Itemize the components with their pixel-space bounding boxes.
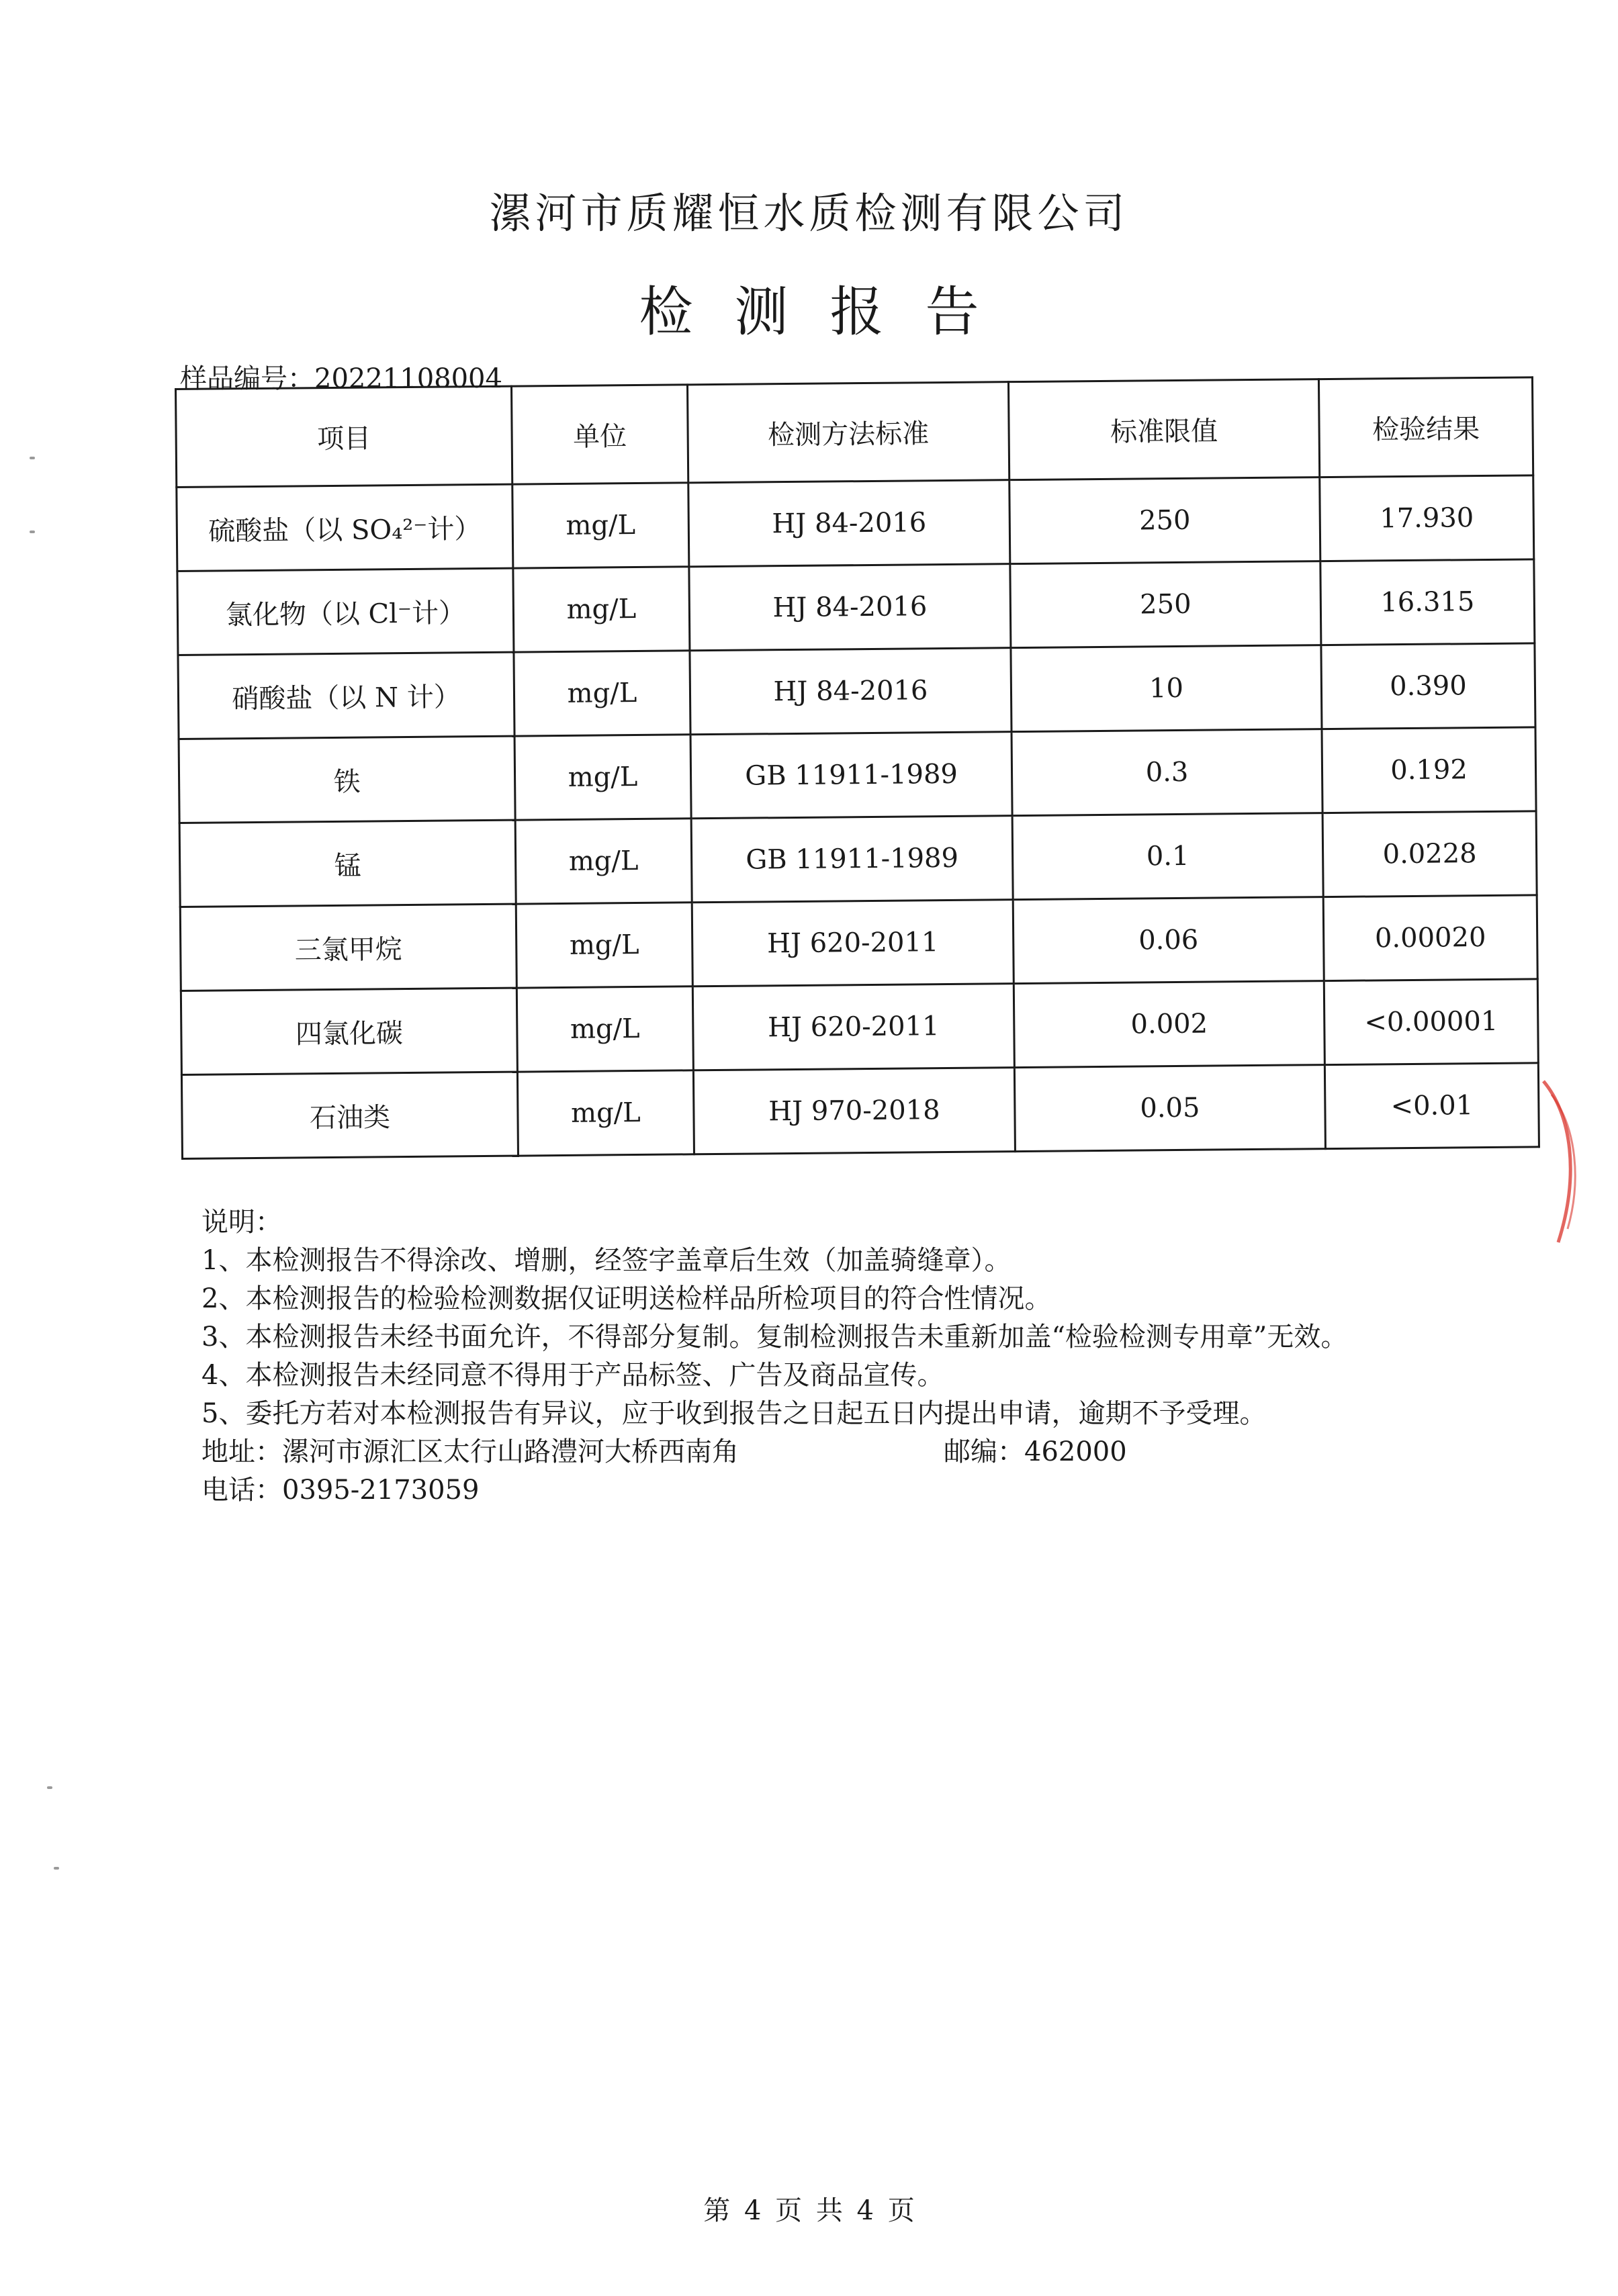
cell-method: HJ 84-2016 bbox=[688, 480, 1010, 567]
cell-method: HJ 620-2011 bbox=[692, 984, 1014, 1070]
cell-result: <0.01 bbox=[1324, 1063, 1539, 1149]
cell-method: GB 11911-1989 bbox=[691, 816, 1013, 903]
cell-item: 硝酸盐（以 N 计） bbox=[178, 652, 514, 739]
cell-result: <0.00001 bbox=[1324, 979, 1538, 1065]
cell-unit: mg/L bbox=[517, 1070, 694, 1156]
zip-code: 邮编：462000 bbox=[944, 1436, 1127, 1467]
notes-section bbox=[201, 1203, 1347, 1510]
cell-limit: 250 bbox=[1010, 561, 1321, 648]
column-header-method: 检测方法标准 bbox=[687, 382, 1009, 483]
address-line bbox=[201, 1433, 1347, 1471]
table-row bbox=[180, 895, 1537, 991]
cell-result: 0.00020 bbox=[1323, 895, 1537, 981]
scan-speck bbox=[54, 1867, 59, 1870]
cell-method: GB 11911-1989 bbox=[690, 732, 1012, 819]
cell-unit: mg/L bbox=[512, 483, 689, 568]
cell-method: HJ 970-2018 bbox=[693, 1068, 1015, 1154]
cell-item: 锰 bbox=[179, 820, 516, 907]
note-item: 2、本检测报告的检验检测数据仅证明送检样品所检项目的符合性情况。 bbox=[201, 1283, 1052, 1314]
cell-unit: mg/L bbox=[514, 651, 690, 736]
note-item: 5、委托方若对本检测报告有异议，应于收到报告之日起五日内提出申请，逾期不予受理。 bbox=[201, 1398, 1267, 1429]
cell-item: 四氯化碳 bbox=[181, 988, 517, 1074]
table-row bbox=[177, 559, 1535, 655]
company-name: 漯河市质耀恒水质检测有限公司 bbox=[489, 189, 1129, 238]
cell-result: 0.192 bbox=[1322, 727, 1536, 813]
cell-limit: 0.3 bbox=[1012, 729, 1322, 816]
cell-limit: 0.1 bbox=[1012, 813, 1323, 900]
cell-unit: mg/L bbox=[513, 567, 690, 652]
page-number: 第 4 页 共 4 页 bbox=[703, 2195, 915, 2226]
table-row bbox=[178, 643, 1535, 739]
scan-speck bbox=[30, 457, 35, 459]
results-table bbox=[175, 376, 1540, 1160]
cell-limit: 0.06 bbox=[1013, 897, 1324, 984]
table-header-row bbox=[176, 377, 1533, 488]
table-row bbox=[179, 811, 1537, 907]
cell-limit: 250 bbox=[1009, 477, 1320, 564]
cell-unit: mg/L bbox=[516, 986, 693, 1072]
column-header-item: 项目 bbox=[176, 386, 512, 487]
sample-number-value: 20221108004 bbox=[314, 363, 502, 394]
cell-method: HJ 84-2016 bbox=[689, 564, 1011, 651]
note-item: 3、本检测报告未经书面允许，不得部分复制。复制检测报告未重新加盖“检验检测专用章”无效。 bbox=[201, 1322, 1348, 1352]
cell-method: HJ 620-2011 bbox=[692, 900, 1014, 986]
column-header-limit: 标准限值 bbox=[1008, 379, 1319, 480]
column-header-result: 检验结果 bbox=[1318, 377, 1533, 477]
cell-limit: 0.002 bbox=[1014, 981, 1324, 1068]
notes-heading: 说明： bbox=[201, 1207, 282, 1238]
cell-item: 石油类 bbox=[181, 1072, 518, 1158]
address: 地址：漯河市源汇区太行山路澧河大桥西南角 bbox=[201, 1436, 739, 1467]
cell-method: HJ 84-2016 bbox=[690, 648, 1012, 735]
sample-number-label: 样品编号： bbox=[180, 363, 314, 394]
table-row bbox=[181, 1063, 1539, 1159]
cell-item: 铁 bbox=[179, 736, 515, 823]
note-item: 1、本检测报告不得涂改、增删，经签字盖章后生效（加盖骑缝章）。 bbox=[201, 1245, 1012, 1276]
scan-speck bbox=[30, 531, 35, 533]
cell-result: 0.0228 bbox=[1322, 811, 1537, 897]
table-row bbox=[179, 727, 1536, 823]
cell-result: 17.930 bbox=[1320, 475, 1534, 561]
cell-limit: 10 bbox=[1011, 645, 1322, 732]
cell-result: 0.390 bbox=[1321, 643, 1535, 729]
cell-result: 16.315 bbox=[1320, 559, 1535, 645]
scan-speck bbox=[47, 1786, 52, 1789]
seal-edge-mark bbox=[1538, 1074, 1585, 1249]
cell-unit: mg/L bbox=[515, 819, 692, 904]
cell-limit: 0.05 bbox=[1014, 1065, 1325, 1152]
cell-item: 三氯甲烷 bbox=[180, 904, 516, 991]
phone: 电话：0395-2173059 bbox=[201, 1475, 480, 1506]
cell-item: 硫酸盐（以 SO₄²⁻计） bbox=[177, 484, 513, 571]
cell-item: 氯化物（以 Cl⁻计） bbox=[177, 568, 514, 655]
cell-unit: mg/L bbox=[516, 903, 692, 988]
note-item: 4、本检测报告未经同意不得用于产品标签、广告及商品宣传。 bbox=[201, 1360, 944, 1391]
cell-unit: mg/L bbox=[514, 735, 691, 820]
table-row bbox=[181, 979, 1538, 1075]
report-title: 检测报告 bbox=[639, 281, 1021, 343]
table-row bbox=[177, 475, 1534, 571]
column-header-unit: 单位 bbox=[511, 385, 688, 484]
